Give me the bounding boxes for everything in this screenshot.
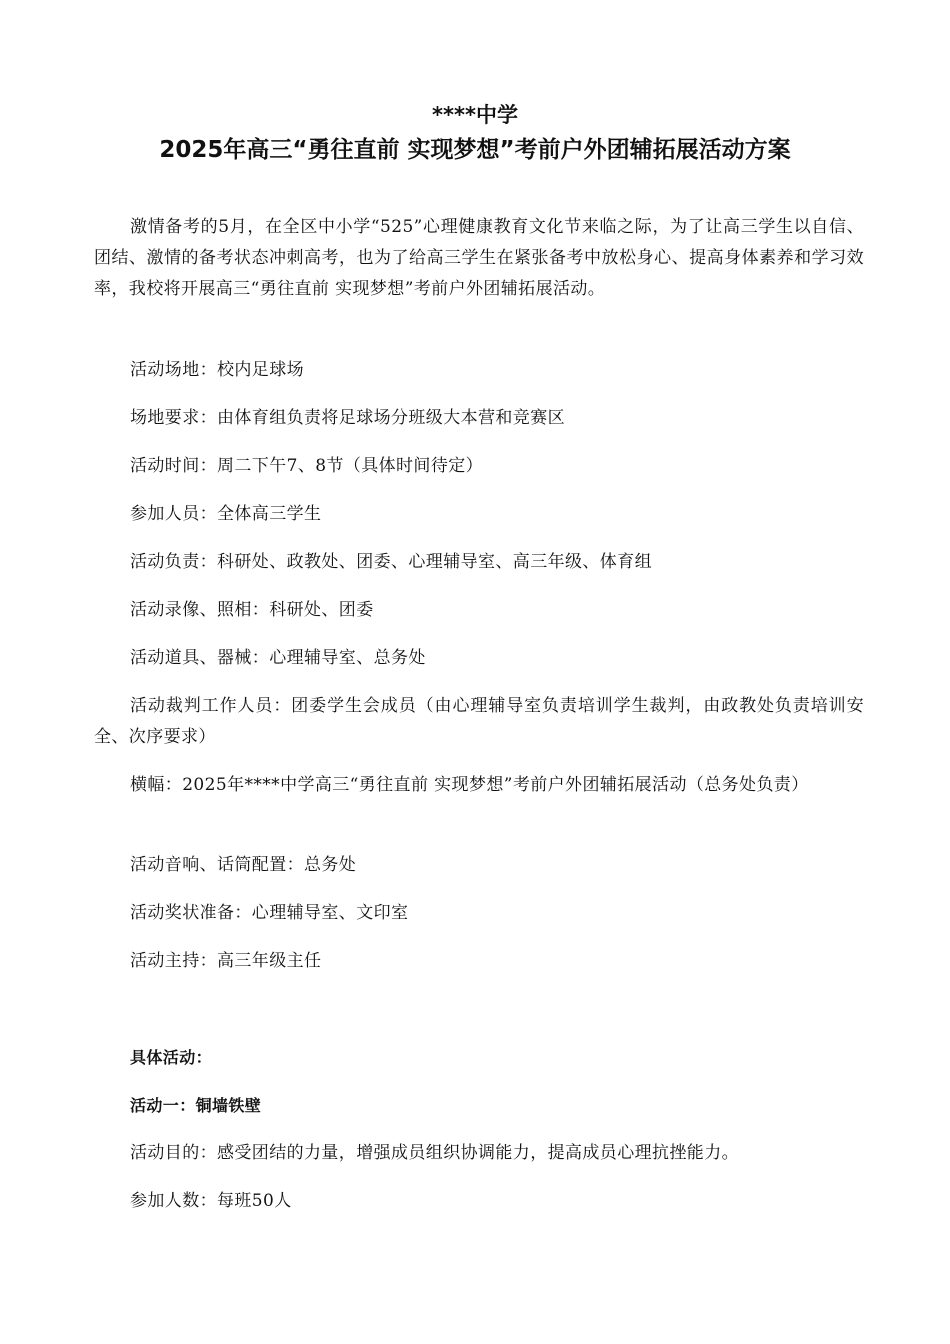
- item-venue: 活动场地：校内足球场: [130, 360, 304, 380]
- item-props: 活动道具、器械：心理辅导室、总务处: [130, 648, 426, 668]
- item-banner: 横幅：2025年****中学高三“勇往直前 实现梦想”考前户外团辅拓展活动（总务处负责）: [130, 775, 809, 795]
- item-participants: 参加人员：全体高三学生: [130, 504, 322, 524]
- document-title: 2025年高三“勇往直前 实现梦想”考前户外团辅拓展活动方案: [159, 137, 791, 163]
- item-referees: 活动裁判工作人员：团委学生会成员（由心理辅导室负责培训学生裁判，由政教处负责培训安全、次序要求）: [94, 696, 864, 747]
- item-host: 活动主持：高三年级主任: [130, 951, 322, 971]
- item-time: 活动时间：周二下午7、8节（具体时间待定）: [130, 456, 484, 476]
- item-certificates: 活动奖状准备：心理辅导室、文印室: [130, 903, 409, 923]
- activity1-heading: 活动一：铜墙铁壁: [130, 1096, 262, 1115]
- intro-paragraph: 激情备考的5月，在全区中小学“525”心理健康教育文化节来临之际，为了让高三学生以自信、团结、激情的备考状态冲刺高考，也为了给高三学生在紧张备考中放松身心、提高身体素养和学习效率，我校将开展高三“勇往直前 实现梦想”考前户外团辅拓展活动。: [94, 217, 864, 299]
- activity1-purpose: 活动目的：感受团结的力量，增强成员组织协调能力，提高成员心理抗挫能力。: [130, 1143, 739, 1163]
- school-title: ****中学: [432, 103, 518, 127]
- item-recording: 活动录像、照相：科研处、团委: [130, 600, 374, 620]
- item-venue-requirement: 场地要求：由体育组负责将足球场分班级大本营和竞赛区: [130, 408, 565, 428]
- item-responsible: 活动负责：科研处、政教处、团委、心理辅导室、高三年级、体育组: [130, 552, 652, 572]
- activity1-count: 参加人数：每班50人: [130, 1191, 292, 1211]
- section-heading: 具体活动：: [130, 1048, 213, 1067]
- item-audio: 活动音响、话筒配置：总务处: [130, 855, 357, 875]
